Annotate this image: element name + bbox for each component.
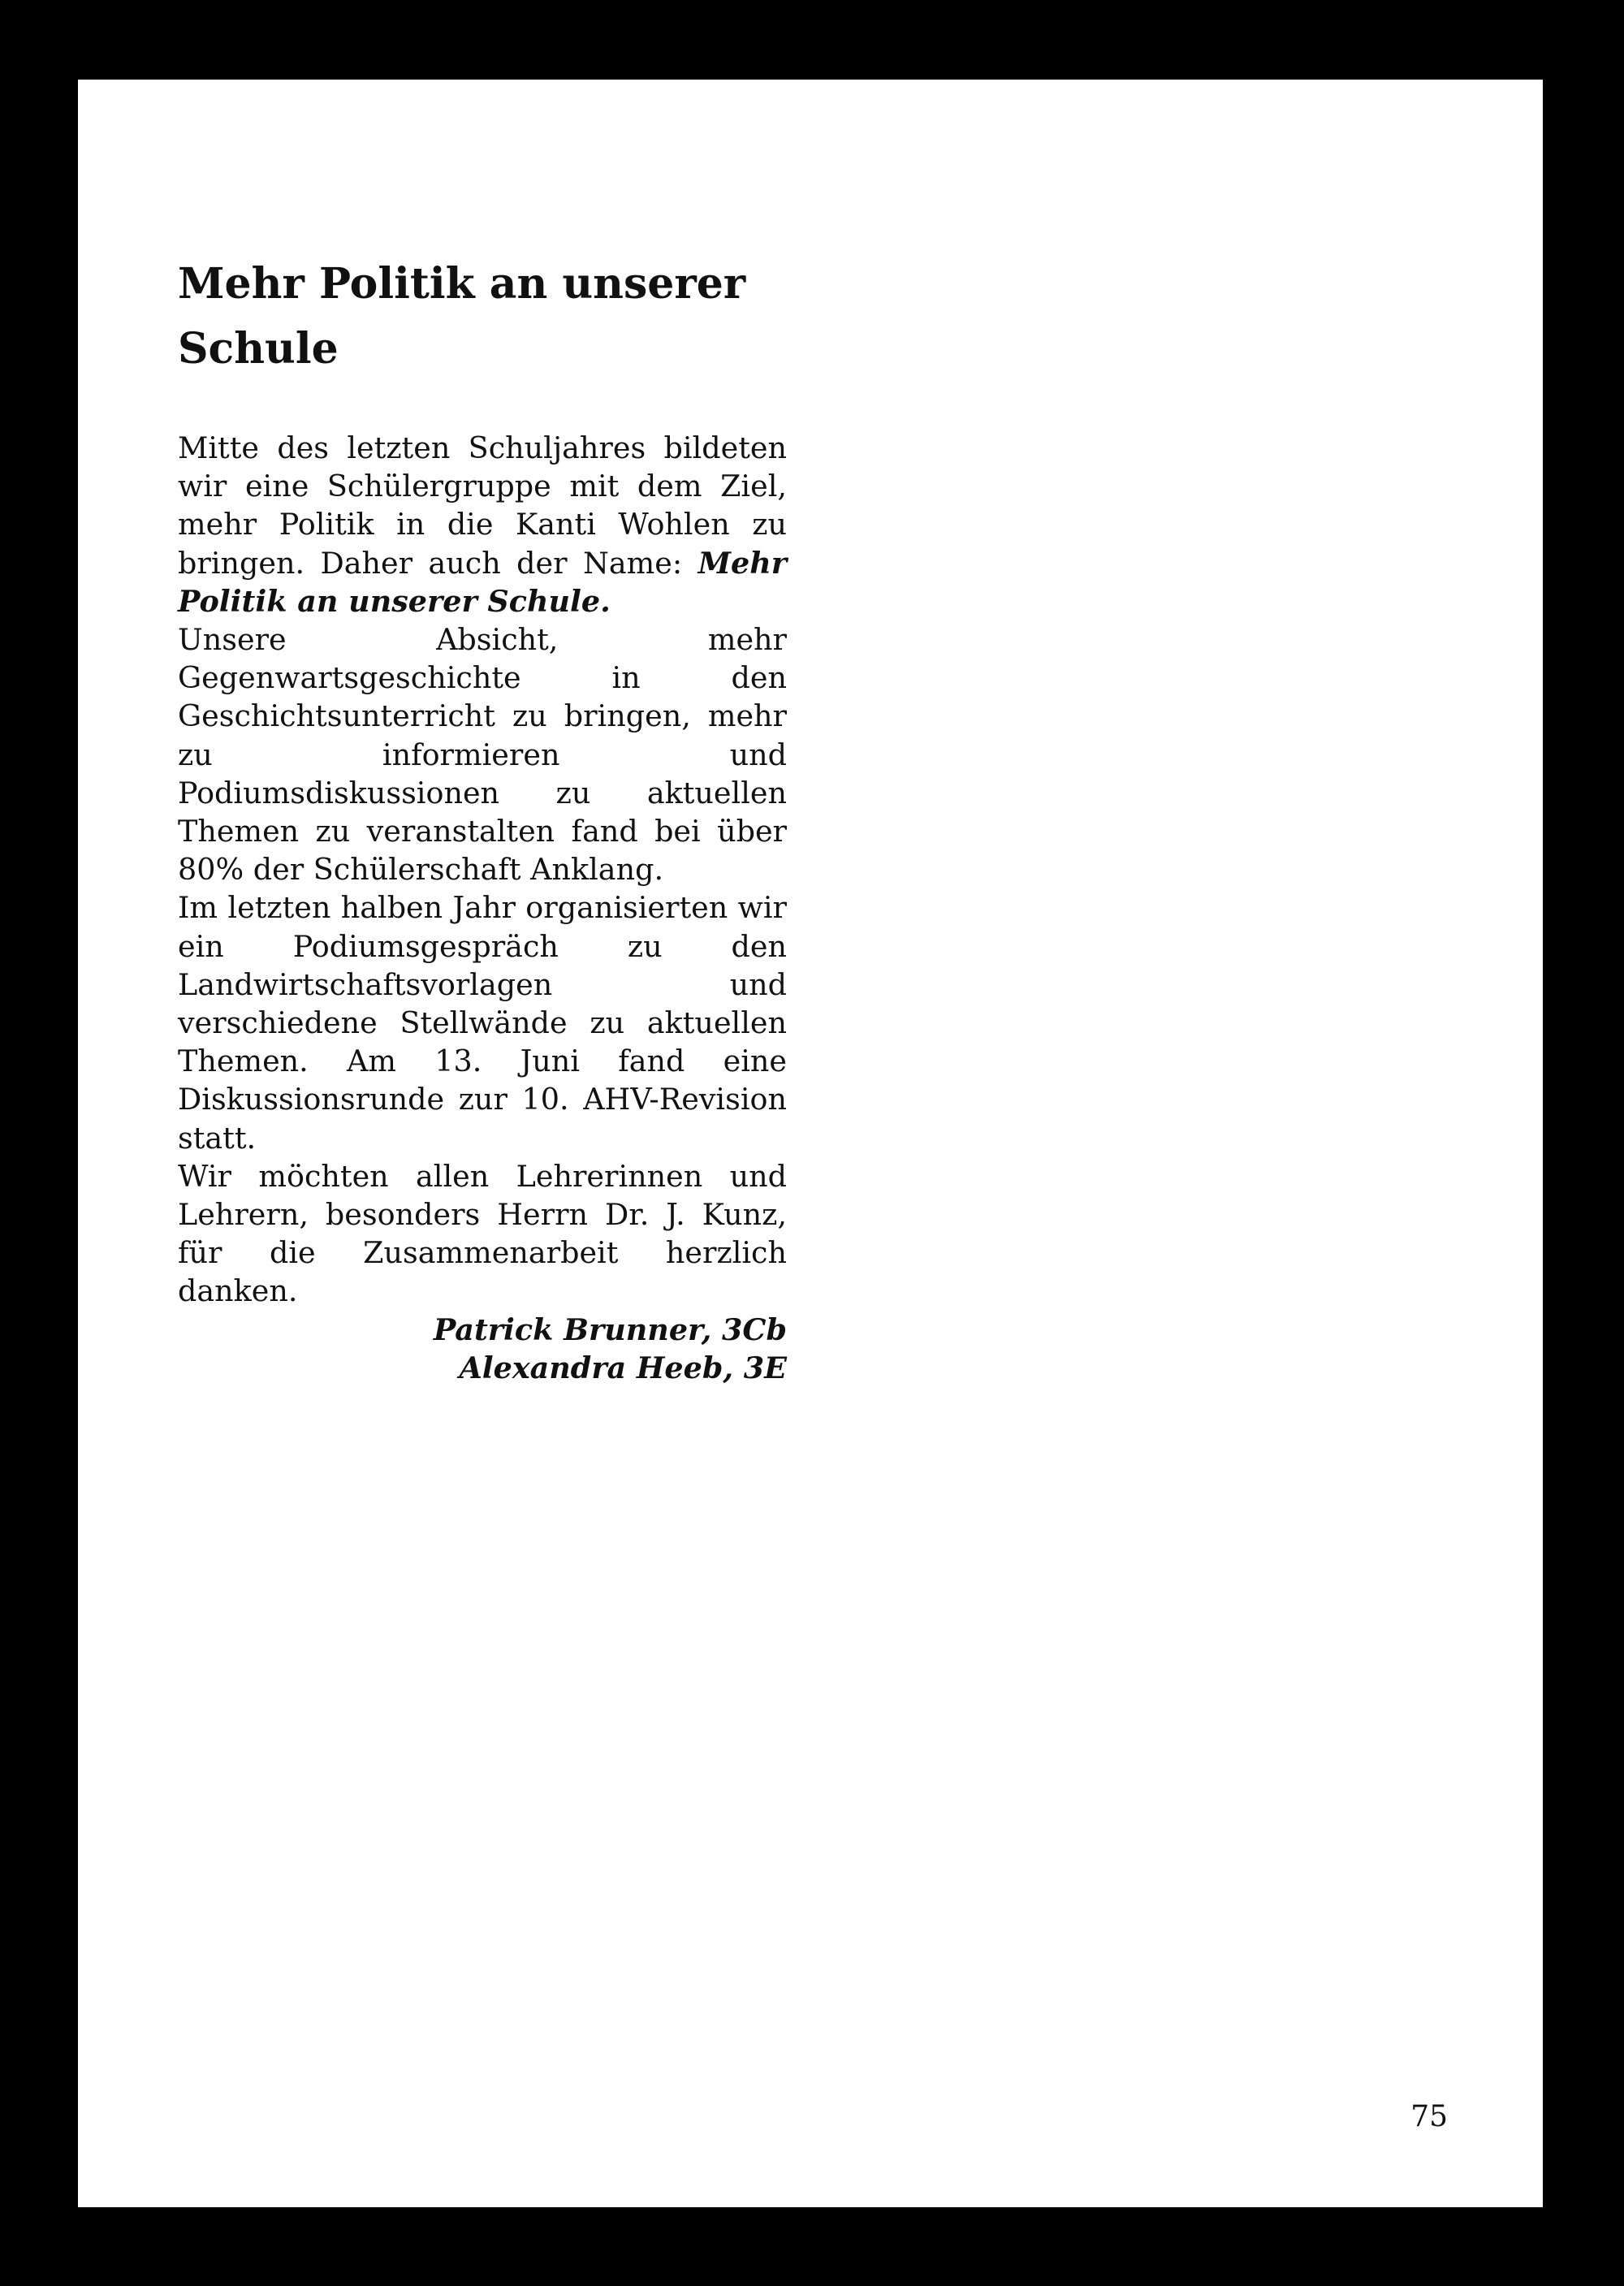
document-page: [78, 80, 1543, 2207]
paragraph-thanks: Wir möchten allen Lehrerinnen und Lehrern, besonders Herrn Dr. J. Kunz, für die Zusammenarbeit herzlich danken.: [178, 1158, 787, 1309]
article: [178, 252, 787, 1387]
author-name: Patrick Brunner, 3Cb: [433, 1312, 787, 1347]
article-body: [178, 429, 787, 1311]
page-number: 75: [1410, 2100, 1448, 2133]
article-title: Mehr Politik an unserer Schule: [178, 259, 746, 374]
paragraph-intent: Unsere Absicht, mehr Gegenwartsgeschichte in den Geschichtsunterricht zu bringen, mehr zu informieren und Podiumsdiskussionen zu aktuellen Themen zu veranstalten fand bei über 80% der Schülerschaft Anklang.: [178, 622, 787, 888]
paragraph-intro-text: Mitte des letzten Schuljahres bildeten wir eine Schülergruppe mit dem Ziel, mehr Politik in die Kanti Wohlen zu bringen. Daher auch der Name:: [178, 430, 787, 581]
author-signatures: [178, 1311, 787, 1387]
group-name-emphasis: Mehr Politik an unserer Schule.: [178, 545, 787, 619]
author-name: Alexandra Heeb, 3E: [459, 1350, 787, 1385]
paragraph-intro: [178, 429, 787, 620]
paragraph-activities: Im letzten halben Jahr organisierten wir ein Podiumsgespräch zu den Landwirtschaftsvorlagen und verschiedene Stellwände zu aktuellen Themen. Am 13. Juni fand eine Diskussionsrunde zur 10. AHV-Revision statt.: [178, 890, 787, 1156]
